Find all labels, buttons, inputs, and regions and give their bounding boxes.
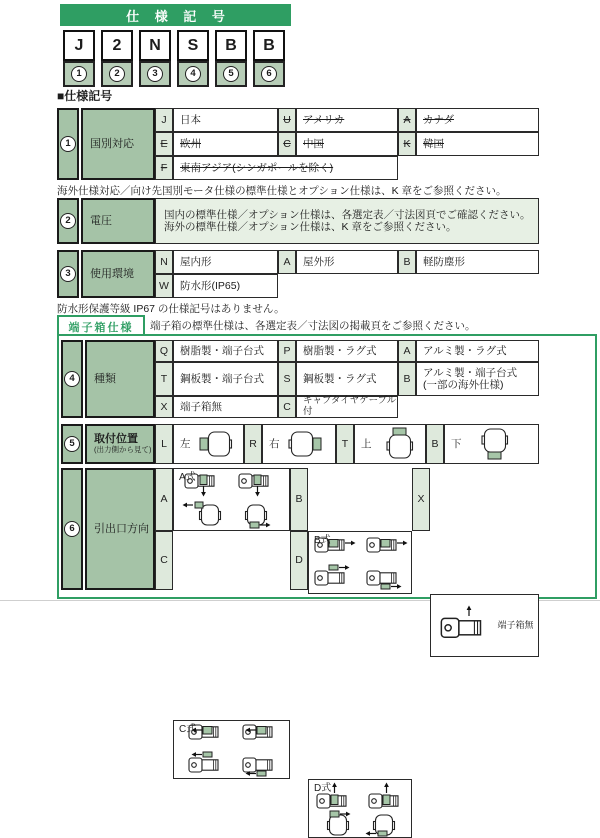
circled-number: 2 — [60, 213, 76, 229]
circled-number: 5 — [64, 436, 80, 452]
value-cell: アメリカ — [296, 108, 398, 132]
page-title: 仕 様 記 号 — [60, 4, 291, 26]
diagram-cell-no-terminal-box — [430, 594, 539, 657]
row6-number-cell — [61, 468, 83, 590]
motor-box-top-icon — [379, 427, 419, 461]
code-box-2: 2 — [101, 30, 133, 61]
row2-line1: 国内の標準仕様／オプション仕様は、各選定表／寸法図頁でご確認ください。 — [164, 208, 531, 221]
code-cell: J — [155, 108, 173, 132]
code-box-6: B — [253, 30, 285, 61]
style-b-label: B式 — [314, 535, 331, 546]
row3-label: 使用環境 — [81, 250, 155, 298]
row1-note: 海外仕様対応／向け先国別モータ仕様の標準仕様とオプション仕様は、K 章をご参照ください。 — [57, 185, 507, 197]
circled-number: 3 — [60, 266, 76, 282]
row5-number-cell — [61, 424, 83, 464]
circled-number: 5 — [223, 66, 239, 82]
code-cell: N — [155, 250, 173, 274]
mount-left-label: 左 — [180, 437, 191, 450]
code-cell: W — [155, 274, 173, 298]
mount-right-label: 右 — [269, 437, 280, 450]
position-box-4 — [177, 61, 209, 87]
code-cell: B — [398, 362, 416, 396]
row2-number-cell — [57, 198, 79, 244]
row3-note: 防水形保護等級 IP67 の仕様記号はありません。 — [57, 303, 285, 315]
code-cell: X — [155, 396, 173, 418]
code-box-5: B — [215, 30, 247, 61]
row2-label: 電圧 — [81, 198, 155, 244]
style-a-label: A式 — [179, 472, 196, 483]
row5-label-main: 取付位置 — [94, 433, 138, 446]
value-cell: 中国 — [296, 132, 398, 156]
code-cell: C — [155, 531, 173, 590]
code-cell: A — [278, 250, 296, 274]
mount-top-label: 上 — [361, 437, 372, 450]
code-cell: P — [278, 340, 296, 362]
row4-label: 種類 — [85, 340, 155, 418]
value-cell: 日本 — [173, 108, 278, 132]
position-box-2 — [101, 61, 133, 87]
code-cell: B — [398, 250, 416, 274]
row5-label-sub: (出力側から見て) — [94, 445, 152, 454]
code-cell: F — [155, 156, 173, 180]
value-cell-mount-right — [262, 424, 336, 464]
value-line1: アルミ製・端子台式 — [423, 366, 518, 379]
row1-number-cell — [57, 108, 79, 180]
terminal-box-section-title: 端子箱仕様 — [57, 315, 145, 338]
value-cell — [416, 362, 539, 396]
mount-bottom-label: 下 — [451, 437, 462, 450]
code-cell: S — [278, 362, 296, 396]
style-d-label: D式 — [314, 783, 332, 794]
diagram-cell-style-a — [173, 468, 290, 531]
no-terminal-box-diagram — [435, 607, 491, 645]
value-line2: (一部の海外仕様) — [423, 379, 504, 391]
value-cell: 韓国 — [416, 132, 539, 156]
row1-label: 国別対応 — [81, 108, 155, 180]
position-box-1 — [63, 61, 95, 87]
code-cell: Q — [155, 340, 173, 362]
row2-content — [155, 198, 539, 244]
row5-label — [85, 424, 155, 464]
value-cell: 端子箱無 — [173, 396, 278, 418]
code-cell: A — [155, 468, 173, 531]
value-cell: 鋼板製・端子台式 — [173, 362, 278, 396]
value-cell: アルミ製・ラグ式 — [416, 340, 539, 362]
code-cell: A — [398, 340, 416, 362]
row6-label: 引出口方向 — [85, 468, 155, 590]
row2-line2: 海外の標準仕様／オプション仕様は、K 章をご参照ください。 — [164, 221, 457, 233]
value-cell: カナダ — [416, 108, 539, 132]
diagram-cell-style-d — [308, 779, 412, 838]
code-box-3: N — [139, 30, 171, 61]
code-box-1: J — [63, 30, 95, 61]
code-cell: U — [278, 108, 296, 132]
position-box-6 — [253, 61, 285, 87]
code-cell: E — [155, 132, 173, 156]
motor-box-right-icon — [285, 428, 327, 460]
code-cell: L — [155, 424, 173, 464]
code-cell: D — [290, 531, 308, 590]
row4-number-cell — [61, 340, 83, 418]
diagram-cell-style-b — [308, 531, 412, 594]
code-cell: C — [278, 396, 296, 418]
no-terminal-box-label: 端子箱無 — [497, 620, 534, 631]
value-cell: 防水形(IP65) — [173, 274, 278, 298]
code-cell: T — [336, 424, 354, 464]
section-label: ■仕様記号 — [57, 89, 113, 103]
circled-number: 1 — [71, 66, 87, 82]
value-cell: 屋外形 — [296, 250, 398, 274]
circled-number: 3 — [147, 66, 163, 82]
circled-number: 2 — [109, 66, 125, 82]
terminal-box-note: 端子箱の標準仕様は、各選定表／寸法図の掲載頁をご参照ください。 — [150, 320, 476, 332]
value-cell: 樹脂製・端子台式 — [173, 340, 278, 362]
value-cell-mount-top — [354, 424, 426, 464]
motor-box-left-icon — [196, 428, 236, 460]
circled-number: 6 — [64, 521, 80, 537]
value-cell: 樹脂製・ラグ式 — [296, 340, 398, 362]
value-cell: 東南アジア(シンガポールを除く) — [173, 156, 398, 180]
row3-number-cell — [57, 250, 79, 298]
code-cell: B — [426, 424, 444, 464]
circled-number: 6 — [261, 66, 277, 82]
motor-box-bottom-icon — [474, 427, 514, 461]
code-cell: R — [244, 424, 262, 464]
value-cell-mount-left — [173, 424, 244, 464]
value-cell: 鋼板製・ラグ式 — [296, 362, 398, 396]
code-box-4: S — [177, 30, 209, 61]
circled-number: 1 — [60, 136, 76, 152]
value-cell: 欧州 — [173, 132, 278, 156]
code-cell: X — [412, 468, 430, 531]
value-cell: 軽防塵形 — [416, 250, 539, 274]
code-cell: A — [398, 108, 416, 132]
value-cell: 屋内形 — [173, 250, 278, 274]
code-cell: C — [278, 132, 296, 156]
value-cell-mount-bottom — [444, 424, 539, 464]
position-box-3 — [139, 61, 171, 87]
code-cell: K — [398, 132, 416, 156]
position-box-5 — [215, 61, 247, 87]
value-cell: キャブタイヤケーブル付 — [296, 396, 398, 418]
style-c-label: C式 — [179, 724, 197, 735]
circled-number: 4 — [185, 66, 201, 82]
circled-number: 4 — [64, 371, 80, 387]
code-cell: B — [290, 468, 308, 531]
code-cell: T — [155, 362, 173, 396]
diagram-cell-style-c — [173, 720, 290, 779]
